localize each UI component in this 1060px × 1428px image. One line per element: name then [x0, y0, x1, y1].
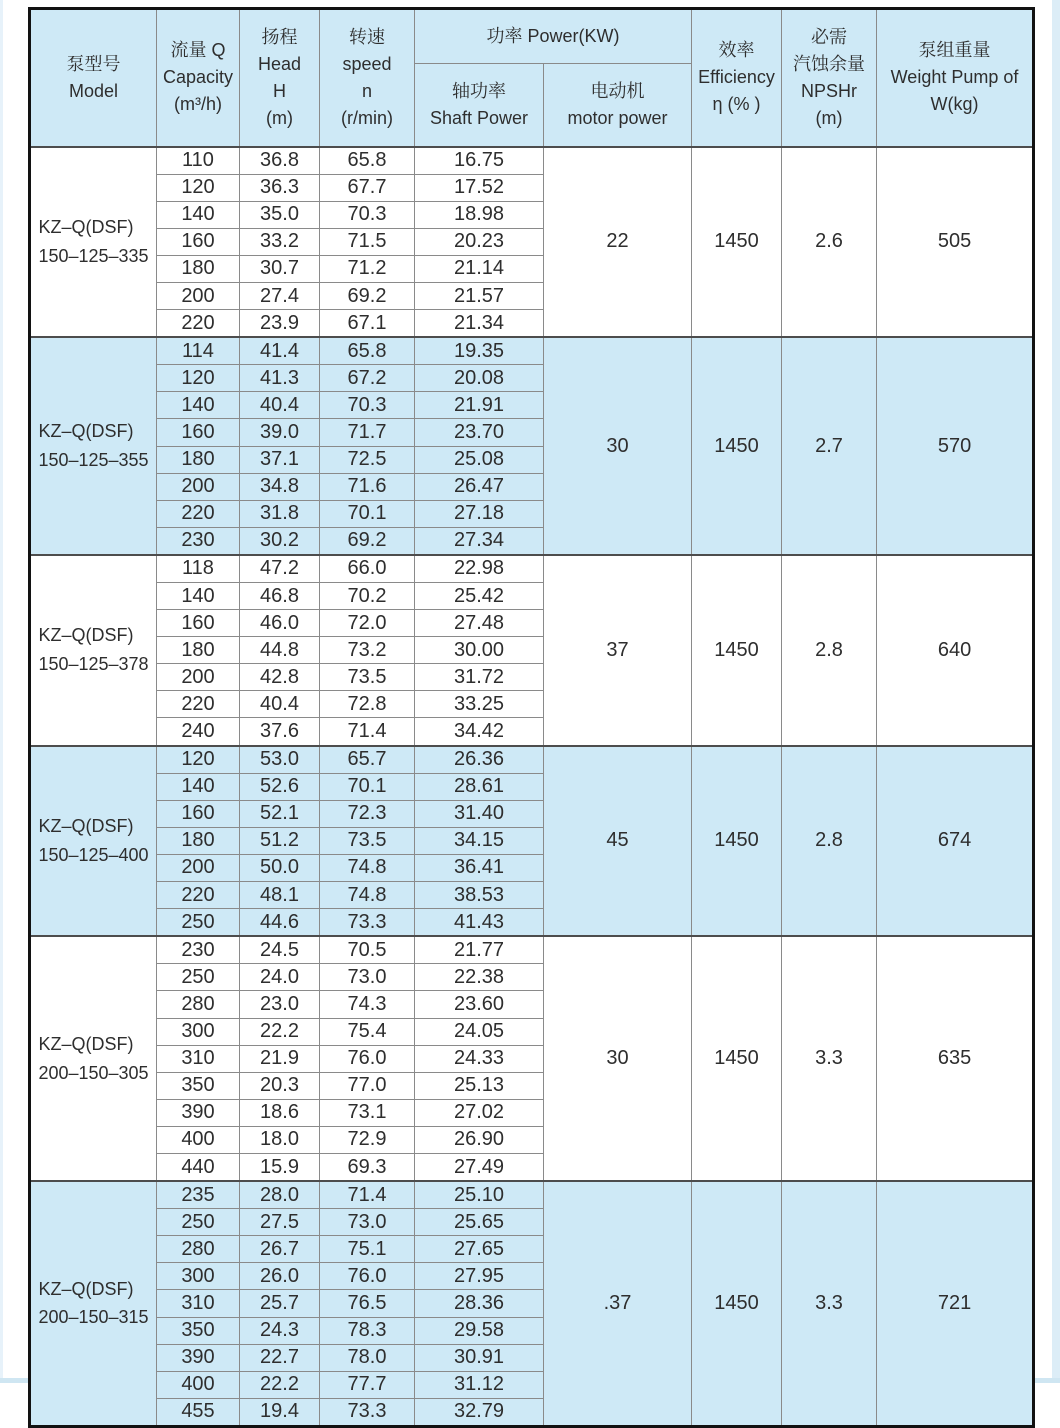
efficiency-curve-cell: 75.1 [320, 1236, 415, 1263]
capacity-cell: 310 [157, 1290, 240, 1317]
page-edge-tint-right [1052, 0, 1060, 1383]
capacity-cell: 220 [157, 500, 240, 527]
shaft-power-cell: 41.43 [415, 909, 544, 937]
shaft-power-cell: 27.49 [415, 1153, 544, 1181]
capacity-cell: 180 [157, 637, 240, 664]
weight-header-en: Weight Pump of [890, 67, 1019, 88]
capacity-cell: 120 [157, 746, 240, 774]
head-cell: 21.9 [240, 1045, 320, 1072]
model-block [30, 936, 1034, 1181]
capacity-cell: 200 [157, 854, 240, 881]
efficiency-curve-cell: 74.8 [320, 882, 415, 909]
model-line-1: KZ–Q(DSF) [38, 1033, 134, 1054]
npshr-cell: 2.7 [782, 337, 877, 555]
model-block [30, 746, 1034, 937]
head-cell: 37.1 [240, 446, 320, 473]
efficiency-curve-cell: 67.2 [320, 365, 415, 392]
head-cell: 31.8 [240, 500, 320, 527]
shaft-power-cell: 22.38 [415, 964, 544, 991]
efficiency-curve-cell: 73.1 [320, 1099, 415, 1126]
model-header-en: Model [68, 80, 119, 101]
motor-power-header-zh: 电动机 [590, 80, 645, 101]
npshr-cell: 3.3 [782, 1181, 877, 1426]
model-cell [30, 337, 157, 555]
capacity-cell: 390 [157, 1344, 240, 1371]
head-cell: 23.9 [240, 310, 320, 338]
capacity-cell: 180 [157, 255, 240, 282]
head-cell: 22.2 [240, 1018, 320, 1045]
model-label [38, 1030, 148, 1088]
efficiency-curve-cell: 78.3 [320, 1317, 415, 1344]
col-header-head [240, 9, 320, 147]
head-cell: 42.8 [240, 664, 320, 691]
efficiency-curve-cell: 72.0 [320, 610, 415, 637]
efficiency-curve-cell: 73.3 [320, 1398, 415, 1426]
shaft-power-cell: 34.42 [415, 718, 544, 746]
npshr-cell: 2.6 [782, 147, 877, 338]
efficiency-curve-cell: 78.0 [320, 1344, 415, 1371]
efficiency-curve-cell: 65.8 [320, 147, 415, 175]
shaft-power-cell: 19.35 [415, 337, 544, 365]
pump-spec-table [28, 7, 1035, 1428]
efficiency-curve-cell: 72.5 [320, 446, 415, 473]
npshr-cell: 2.8 [782, 746, 877, 937]
speed-header-en: speed [342, 53, 392, 74]
efficiency-curve-cell: 71.4 [320, 718, 415, 746]
head-cell: 39.0 [240, 419, 320, 446]
efficiency-curve-cell: 74.8 [320, 854, 415, 881]
efficiency-curve-cell: 72.8 [320, 691, 415, 718]
model-line-2: 150–125–355 [38, 450, 149, 471]
shaft-power-cell: 29.58 [415, 1317, 544, 1344]
power-group-label: 功率 Power(KW) [486, 26, 620, 46]
efficiency-header-zh: 效率 [718, 40, 755, 61]
table-row [30, 1181, 1034, 1209]
motor-power-cell: 22 [544, 147, 692, 338]
motor-power-cell: .37 [544, 1181, 692, 1426]
capacity-cell: 250 [157, 1209, 240, 1236]
capacity-cell: 140 [157, 773, 240, 800]
head-cell: 27.5 [240, 1209, 320, 1236]
head-cell: 53.0 [240, 746, 320, 774]
shaft-power-cell: 38.53 [415, 882, 544, 909]
capacity-cell: 140 [157, 201, 240, 228]
table-row [30, 936, 1034, 964]
capacity-cell: 455 [157, 1398, 240, 1426]
capacity-cell: 440 [157, 1153, 240, 1181]
efficiency-curve-cell: 77.7 [320, 1371, 415, 1398]
model-label [38, 417, 148, 475]
capacity-cell: 400 [157, 1371, 240, 1398]
capacity-cell: 230 [157, 527, 240, 555]
shaft-power-cell: 20.08 [415, 365, 544, 392]
efficiency-curve-cell: 76.0 [320, 1263, 415, 1290]
efficiency-curve-cell: 73.0 [320, 1209, 415, 1236]
capacity-cell: 250 [157, 909, 240, 937]
head-cell: 27.4 [240, 282, 320, 309]
shaft-power-cell: 18.98 [415, 201, 544, 228]
shaft-power-cell: 21.77 [415, 936, 544, 964]
head-cell: 41.4 [240, 337, 320, 365]
col-header-power-group [415, 9, 692, 64]
capacity-cell: 160 [157, 228, 240, 255]
head-cell: 24.0 [240, 964, 320, 991]
capacity-cell: 110 [157, 147, 240, 175]
head-cell: 30.7 [240, 255, 320, 282]
shaft-power-cell: 21.91 [415, 392, 544, 419]
capacity-cell: 114 [157, 337, 240, 365]
motor-power-cell: 30 [544, 337, 692, 555]
shaft-power-cell: 27.48 [415, 610, 544, 637]
capacity-header-unit: (m³/h) [174, 94, 222, 115]
col-header-weight [877, 9, 1034, 147]
efficiency-curve-cell: 65.7 [320, 746, 415, 774]
capacity-cell: 220 [157, 882, 240, 909]
capacity-cell: 120 [157, 174, 240, 201]
head-cell: 30.2 [240, 527, 320, 555]
efficiency-curve-cell: 70.3 [320, 201, 415, 228]
shaft-power-cell: 25.42 [415, 583, 544, 610]
shaft-power-cell: 32.79 [415, 1398, 544, 1426]
efficiency-cell: 1450 [692, 147, 782, 338]
speed-header-symbol: n [361, 80, 372, 101]
head-cell: 23.0 [240, 991, 320, 1018]
shaft-power-cell: 27.95 [415, 1263, 544, 1290]
shaft-power-cell: 26.90 [415, 1126, 544, 1153]
shaft-power-cell: 25.65 [415, 1209, 544, 1236]
model-line-1: KZ–Q(DSF) [38, 1278, 134, 1299]
head-cell: 40.4 [240, 392, 320, 419]
model-line-1: KZ–Q(DSF) [38, 625, 134, 646]
head-cell: 35.0 [240, 201, 320, 228]
efficiency-curve-cell: 73.3 [320, 909, 415, 937]
head-cell: 41.3 [240, 365, 320, 392]
shaft-power-cell: 26.36 [415, 746, 544, 774]
model-cell [30, 1181, 157, 1426]
model-block [30, 147, 1034, 338]
shaft-power-cell: 27.02 [415, 1099, 544, 1126]
efficiency-curve-cell: 76.0 [320, 1045, 415, 1072]
model-line-1: KZ–Q(DSF) [38, 421, 134, 442]
col-header-model [30, 9, 157, 147]
head-cell: 22.2 [240, 1371, 320, 1398]
shaft-power-header-zh: 轴功率 [452, 80, 506, 101]
capacity-cell: 200 [157, 282, 240, 309]
head-cell: 20.3 [240, 1072, 320, 1099]
col-header-efficiency [692, 9, 782, 147]
capacity-cell: 180 [157, 446, 240, 473]
capacity-cell: 300 [157, 1018, 240, 1045]
model-cell [30, 147, 157, 338]
head-cell: 34.8 [240, 473, 320, 500]
model-line-1: KZ–Q(DSF) [38, 217, 134, 238]
capacity-cell: 220 [157, 310, 240, 338]
efficiency-curve-cell: 76.5 [320, 1290, 415, 1317]
head-cell: 24.3 [240, 1317, 320, 1344]
weight-header-unit: W(kg) [930, 94, 979, 115]
efficiency-curve-cell: 69.3 [320, 1153, 415, 1181]
capacity-cell: 350 [157, 1072, 240, 1099]
table-row [30, 746, 1034, 774]
head-cell: 18.6 [240, 1099, 320, 1126]
col-header-speed [320, 9, 415, 147]
npshr-header-unit: (m) [815, 107, 843, 128]
shaft-power-cell: 22.98 [415, 555, 544, 583]
capacity-cell: 220 [157, 691, 240, 718]
efficiency-curve-cell: 71.7 [320, 419, 415, 446]
efficiency-curve-cell: 72.3 [320, 800, 415, 827]
model-block [30, 337, 1034, 555]
efficiency-curve-cell: 67.7 [320, 174, 415, 201]
table-row [30, 555, 1034, 583]
col-header-capacity [157, 9, 240, 147]
efficiency-curve-cell: 66.0 [320, 555, 415, 583]
capacity-cell: 250 [157, 964, 240, 991]
head-cell: 25.7 [240, 1290, 320, 1317]
npshr-header-zh2: 汽蚀余量 [793, 53, 866, 74]
capacity-header-zh: 流量 Q [170, 40, 226, 61]
shaft-power-cell: 31.72 [415, 664, 544, 691]
efficiency-curve-cell: 77.0 [320, 1072, 415, 1099]
model-label [38, 1275, 148, 1333]
efficiency-cell: 1450 [692, 337, 782, 555]
efficiency-curve-cell: 67.1 [320, 310, 415, 338]
weight-cell: 721 [877, 1181, 1034, 1426]
header-row-1 [30, 9, 1034, 64]
shaft-power-cell: 24.33 [415, 1045, 544, 1072]
capacity-cell: 140 [157, 392, 240, 419]
efficiency-cell: 1450 [692, 746, 782, 937]
motor-power-cell: 45 [544, 746, 692, 937]
shaft-power-cell: 21.14 [415, 255, 544, 282]
shaft-power-cell: 21.34 [415, 310, 544, 338]
efficiency-curve-cell: 74.3 [320, 991, 415, 1018]
shaft-power-cell: 24.05 [415, 1018, 544, 1045]
shaft-power-cell: 23.70 [415, 419, 544, 446]
efficiency-curve-cell: 65.8 [320, 337, 415, 365]
shaft-power-cell: 26.47 [415, 473, 544, 500]
head-cell: 26.7 [240, 1236, 320, 1263]
efficiency-curve-cell: 70.5 [320, 936, 415, 964]
shaft-power-cell: 31.12 [415, 1371, 544, 1398]
head-cell: 36.8 [240, 147, 320, 175]
head-header-zh: 扬程 [261, 26, 298, 47]
shaft-power-cell: 17.52 [415, 174, 544, 201]
motor-power-cell: 30 [544, 936, 692, 1181]
npshr-cell: 2.8 [782, 555, 877, 746]
efficiency-curve-cell: 69.2 [320, 527, 415, 555]
model-label [38, 213, 148, 271]
shaft-power-cell: 30.91 [415, 1344, 544, 1371]
table-row [30, 337, 1034, 365]
efficiency-curve-cell: 71.6 [320, 473, 415, 500]
head-cell: 46.8 [240, 583, 320, 610]
head-cell: 24.5 [240, 936, 320, 964]
efficiency-curve-cell: 75.4 [320, 1018, 415, 1045]
model-cell [30, 746, 157, 937]
capacity-cell: 118 [157, 555, 240, 583]
shaft-power-cell: 25.13 [415, 1072, 544, 1099]
capacity-cell: 140 [157, 583, 240, 610]
shaft-power-cell: 31.40 [415, 800, 544, 827]
motor-power-header-en: motor power [567, 107, 668, 128]
capacity-cell: 200 [157, 473, 240, 500]
efficiency-header-unit: η (% ) [712, 94, 761, 115]
shaft-power-cell: 28.36 [415, 1290, 544, 1317]
efficiency-header-en: Efficiency [698, 67, 775, 88]
model-block [30, 555, 1034, 746]
shaft-power-cell: 34.15 [415, 827, 544, 854]
efficiency-curve-cell: 72.9 [320, 1126, 415, 1153]
col-header-motor-power [544, 64, 692, 147]
capacity-cell: 230 [157, 936, 240, 964]
head-cell: 48.1 [240, 882, 320, 909]
model-header-zh: 泵型号 [66, 53, 121, 74]
capacity-cell: 300 [157, 1263, 240, 1290]
head-header-en: Head [257, 53, 302, 74]
shaft-power-cell: 25.10 [415, 1181, 544, 1209]
efficiency-cell: 1450 [692, 1181, 782, 1426]
efficiency-curve-cell: 71.4 [320, 1181, 415, 1209]
efficiency-curve-cell: 73.2 [320, 637, 415, 664]
col-header-shaft-power [415, 64, 544, 147]
capacity-cell: 200 [157, 664, 240, 691]
efficiency-curve-cell: 70.2 [320, 583, 415, 610]
head-cell: 19.4 [240, 1398, 320, 1426]
shaft-power-cell: 36.41 [415, 854, 544, 881]
capacity-cell: 160 [157, 419, 240, 446]
model-cell [30, 555, 157, 746]
shaft-power-cell: 16.75 [415, 147, 544, 175]
capacity-cell: 120 [157, 365, 240, 392]
head-cell: 37.6 [240, 718, 320, 746]
weight-cell: 635 [877, 936, 1034, 1181]
efficiency-curve-cell: 71.2 [320, 255, 415, 282]
capacity-cell: 235 [157, 1181, 240, 1209]
col-header-npshr [782, 9, 877, 147]
head-cell: 47.2 [240, 555, 320, 583]
efficiency-curve-cell: 70.3 [320, 392, 415, 419]
shaft-power-cell: 20.23 [415, 228, 544, 255]
capacity-header-en: Capacity [162, 67, 234, 88]
spec-table [28, 7, 1035, 1428]
model-cell [30, 936, 157, 1181]
shaft-power-cell: 27.34 [415, 527, 544, 555]
weight-cell: 674 [877, 746, 1034, 937]
model-block [30, 1181, 1034, 1426]
weight-header-zh: 泵组重量 [918, 40, 991, 61]
weight-cell: 570 [877, 337, 1034, 555]
shaft-power-cell: 30.00 [415, 637, 544, 664]
efficiency-curve-cell: 70.1 [320, 773, 415, 800]
model-line-2: 200–150–305 [38, 1062, 149, 1083]
capacity-cell: 350 [157, 1317, 240, 1344]
efficiency-cell: 1450 [692, 936, 782, 1181]
model-line-2: 150–125–335 [38, 245, 149, 266]
head-cell: 46.0 [240, 610, 320, 637]
head-cell: 51.2 [240, 827, 320, 854]
head-cell: 26.0 [240, 1263, 320, 1290]
shaft-power-cell: 27.65 [415, 1236, 544, 1263]
shaft-power-cell: 21.57 [415, 282, 544, 309]
head-cell: 50.0 [240, 854, 320, 881]
head-cell: 52.6 [240, 773, 320, 800]
capacity-cell: 310 [157, 1045, 240, 1072]
head-header-symbol: H [273, 80, 286, 101]
efficiency-cell: 1450 [692, 555, 782, 746]
efficiency-curve-cell: 73.5 [320, 664, 415, 691]
head-cell: 28.0 [240, 1181, 320, 1209]
head-cell: 22.7 [240, 1344, 320, 1371]
efficiency-curve-cell: 73.0 [320, 964, 415, 991]
capacity-cell: 180 [157, 827, 240, 854]
head-cell: 36.3 [240, 174, 320, 201]
model-label [38, 812, 148, 870]
capacity-cell: 400 [157, 1126, 240, 1153]
model-line-2: 200–150–315 [38, 1307, 149, 1328]
capacity-cell: 160 [157, 610, 240, 637]
shaft-power-cell: 28.61 [415, 773, 544, 800]
capacity-cell: 160 [157, 800, 240, 827]
model-line-1: KZ–Q(DSF) [38, 816, 134, 837]
speed-header-unit: (r/min) [341, 107, 393, 128]
head-header-unit: (m) [266, 107, 293, 128]
table-header [30, 9, 1034, 147]
shaft-power-cell: 25.08 [415, 446, 544, 473]
shaft-power-header-en: Shaft Power [429, 107, 529, 128]
model-line-2: 150–125–400 [38, 844, 149, 865]
efficiency-curve-cell: 73.5 [320, 827, 415, 854]
capacity-cell: 390 [157, 1099, 240, 1126]
efficiency-curve-cell: 69.2 [320, 282, 415, 309]
head-cell: 33.2 [240, 228, 320, 255]
npshr-header-zh1: 必需 [811, 26, 848, 47]
capacity-cell: 240 [157, 718, 240, 746]
capacity-cell: 280 [157, 1236, 240, 1263]
weight-cell: 640 [877, 555, 1034, 746]
table-row [30, 147, 1034, 175]
head-cell: 44.8 [240, 637, 320, 664]
head-cell: 18.0 [240, 1126, 320, 1153]
page-edge-tint-left [0, 0, 3, 1383]
model-line-2: 150–125–378 [38, 654, 149, 675]
npshr-cell: 3.3 [782, 936, 877, 1181]
speed-header-zh: 转速 [349, 26, 385, 47]
efficiency-curve-cell: 71.5 [320, 228, 415, 255]
weight-cell: 505 [877, 147, 1034, 338]
model-label [38, 621, 148, 679]
head-cell: 44.6 [240, 909, 320, 937]
shaft-power-cell: 33.25 [415, 691, 544, 718]
npshr-header-symbol: NPSHr [801, 80, 858, 101]
efficiency-curve-cell: 70.1 [320, 500, 415, 527]
shaft-power-cell: 27.18 [415, 500, 544, 527]
head-cell: 40.4 [240, 691, 320, 718]
head-cell: 52.1 [240, 800, 320, 827]
shaft-power-cell: 23.60 [415, 991, 544, 1018]
motor-power-cell: 37 [544, 555, 692, 746]
head-cell: 15.9 [240, 1153, 320, 1181]
capacity-cell: 280 [157, 991, 240, 1018]
